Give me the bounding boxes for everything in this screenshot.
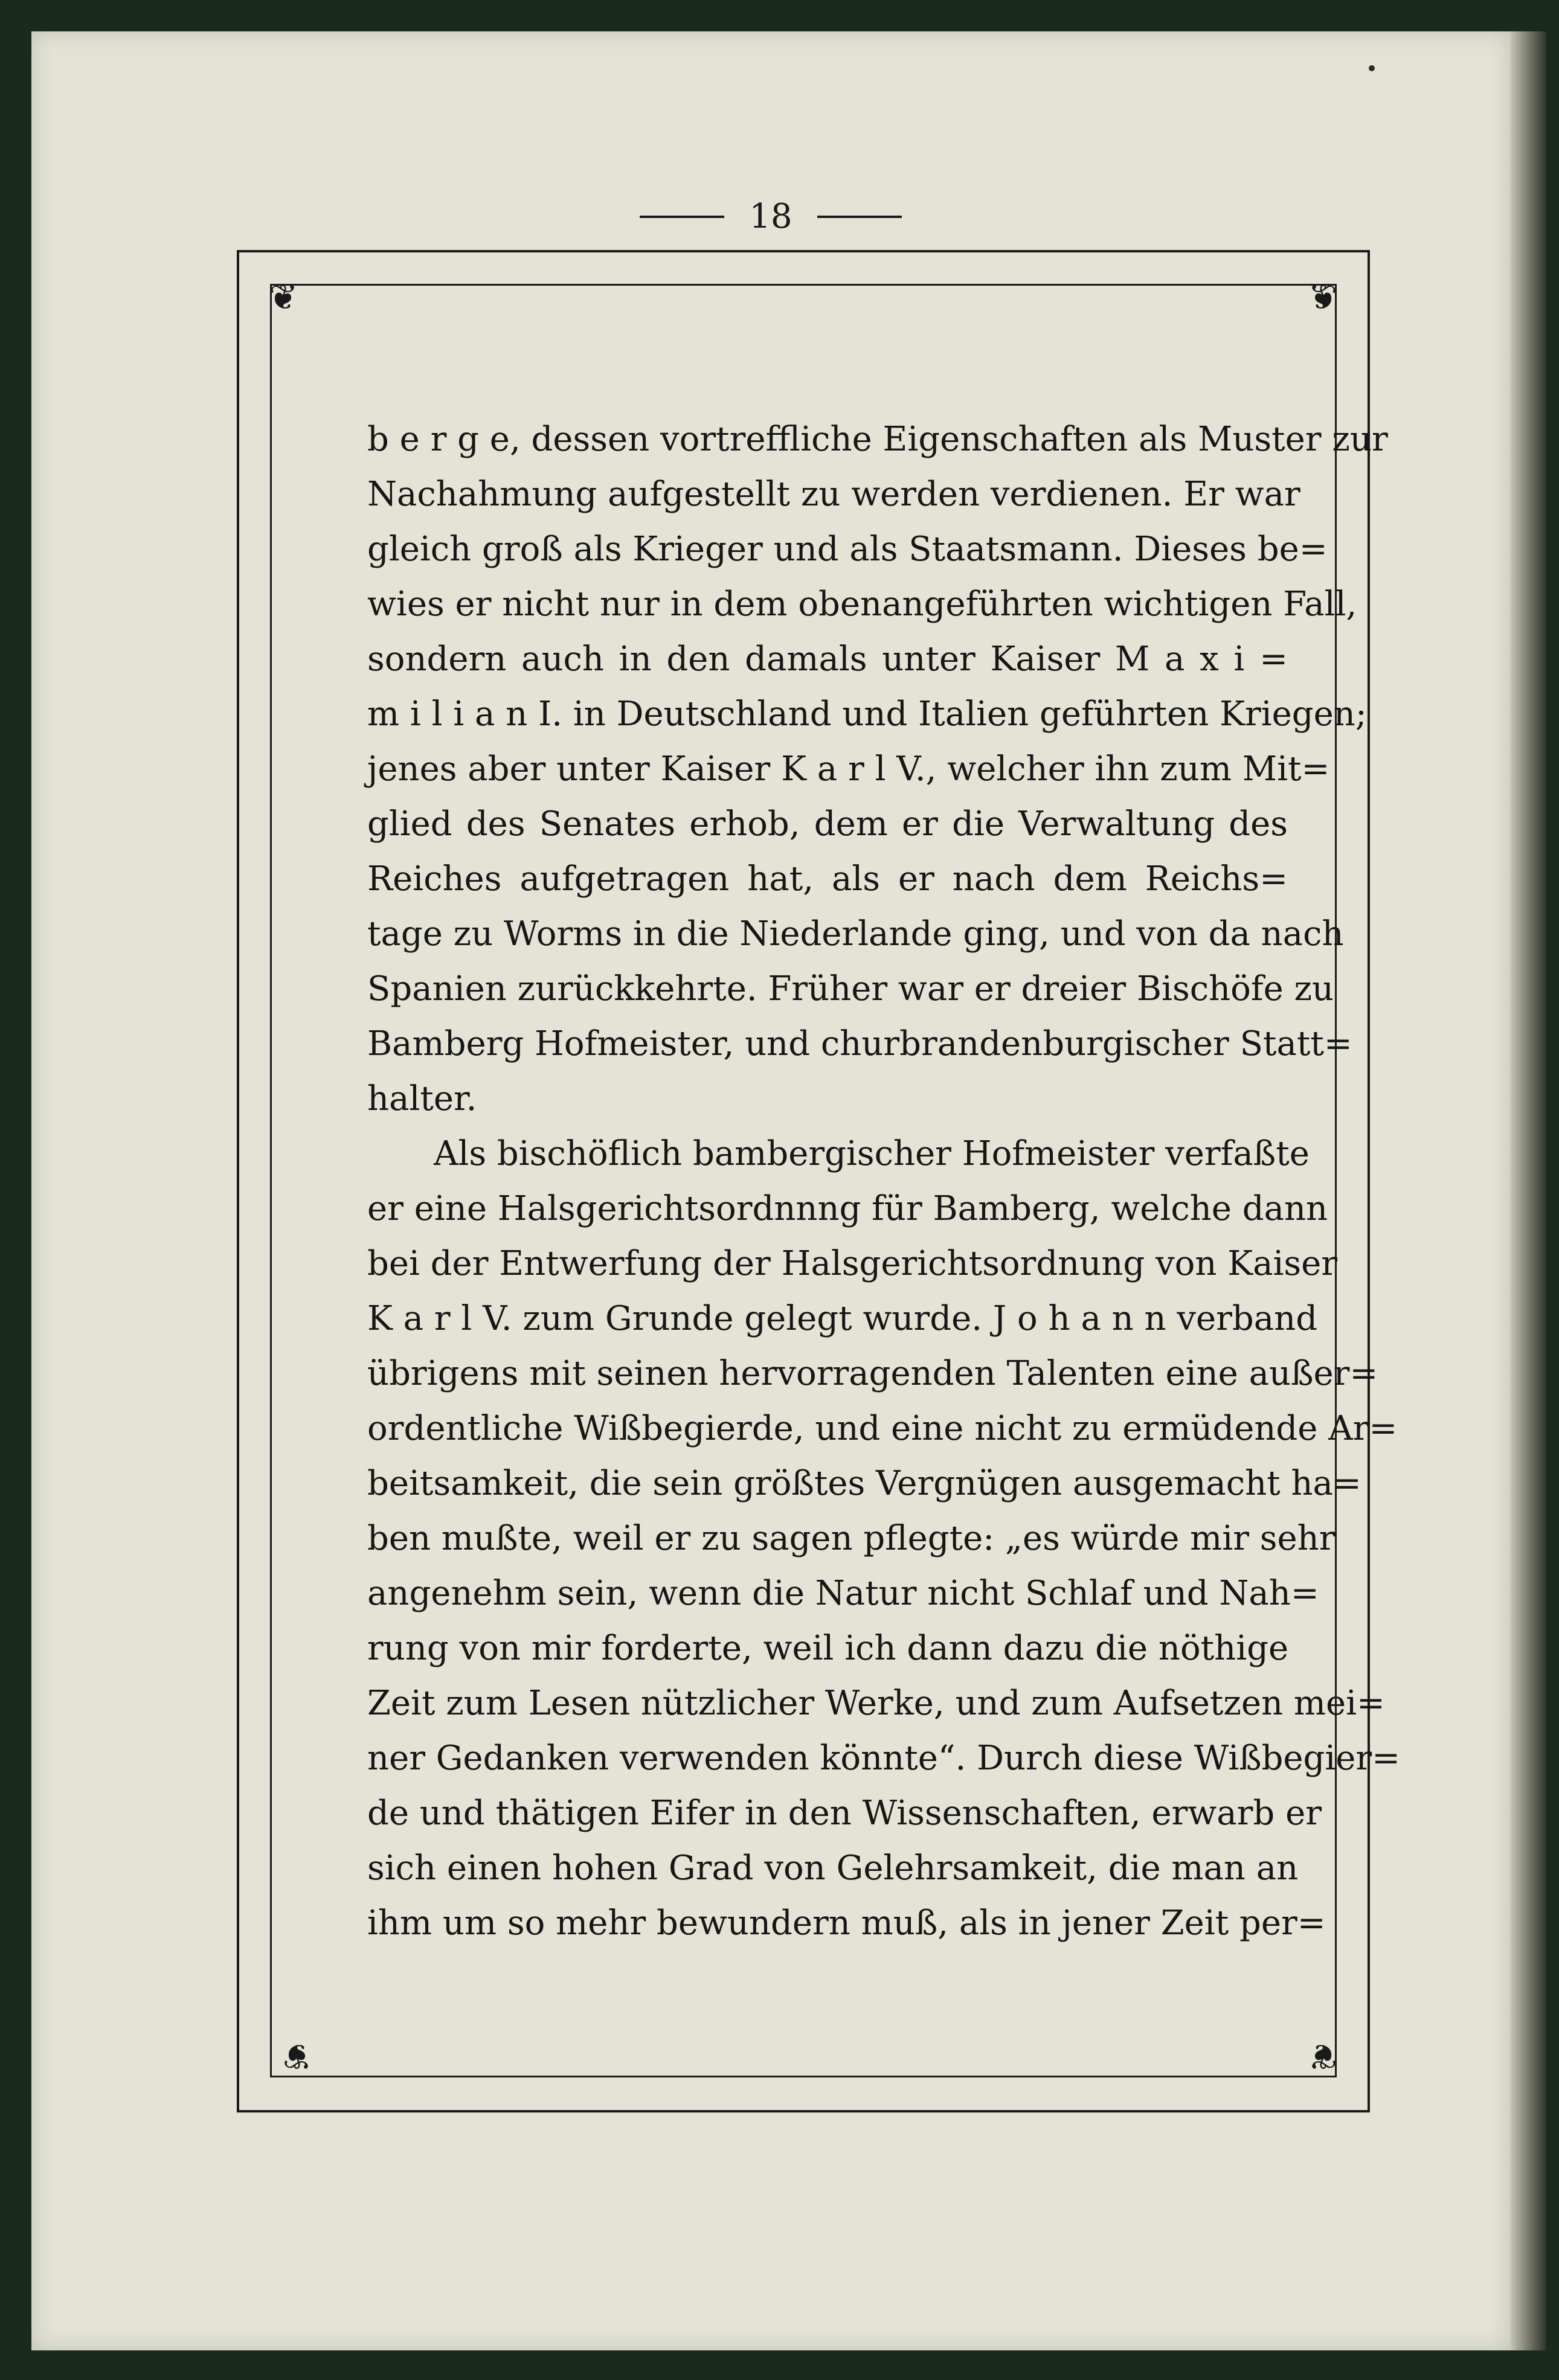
page-edge: [1510, 31, 1546, 2350]
book-page: [31, 31, 1510, 2350]
text-line: ihm um so mehr bewundern muß, als in jener Zeit per=: [367, 1904, 1326, 1943]
text-line: Bamberg Hofmeister, und churbrandenburgischer Statt=: [367, 1024, 1352, 1063]
text-line: K a r l V. zum Grunde gelegt wurde. J o h a n n verband: [367, 1299, 1318, 1338]
page-header: [31, 194, 1510, 236]
text-line: angenehm sein, wenn die Natur nicht Schlaf und Nah=: [367, 1574, 1319, 1613]
text-line: de und thätigen Eifer in den Wissenschaften, erwarb er: [367, 1794, 1322, 1833]
text-line: rung von mir forderte, weil ich dann dazu die nöthige: [367, 1629, 1289, 1668]
text-line: ben mußte, weil er zu sagen pflegte: „es würde mir sehr: [367, 1519, 1336, 1558]
page-number: 18: [749, 197, 792, 236]
corner-ornament-top-right-icon: ❦: [1308, 277, 1338, 318]
text-line: Nachahmung aufgestellt zu werden verdienen. Er war: [367, 475, 1300, 514]
text-line: Reiches aufgetragen hat, als er nach dem Reichs=: [367, 859, 1288, 899]
text-line: bei der Entwerfung der Halsgerichtsordnung von Kaiser: [367, 1244, 1338, 1283]
text-line: gleich groß als Krieger und als Staatsmann. Dieses be=: [367, 530, 1328, 569]
text-line: sich einen hohen Grad von Gelehrsamkeit, die man an: [367, 1849, 1299, 1888]
text-line: beitsamkeit, die sein größtes Vergnügen ausgemacht ha=: [367, 1464, 1361, 1503]
text-line: Spanien zurückkehrte. Früher war er dreier Bischöfe zu: [367, 969, 1334, 1009]
text-line: ner Gedanken verwenden könnte“. Durch diese Wißbegier=: [367, 1739, 1401, 1778]
text-line: tage zu Worms in die Niederlande ging, und von da nach: [367, 914, 1344, 954]
header-rule-left: [640, 216, 724, 218]
text-line: er eine Halsgerichtsordnnng für Bamberg, welche dann: [367, 1189, 1328, 1228]
text-line: m i l i a n I. in Deutschland und Italien geführten Kriegen;: [367, 694, 1367, 734]
text-line: glied des Senates erhob, dem er die Verwaltung des: [367, 804, 1288, 844]
text-line: wies er nicht nur in dem obenangeführten wichtigen Fall,: [367, 585, 1357, 624]
scan-speck: [1369, 65, 1375, 71]
text-line: sondern auch in den damals unter Kaiser M a x i =: [367, 640, 1288, 679]
text-line: Als bischöflich bambergischer Hofmeister verfaßte: [434, 1134, 1310, 1173]
corner-ornament-bottom-right-icon: ❦: [1308, 2036, 1338, 2077]
text-line: übrigens mit seinen hervorragenden Talenten eine außer=: [367, 1354, 1378, 1393]
text-line: halter.: [367, 1079, 477, 1118]
header-rule-right: [817, 216, 902, 218]
corner-ornament-bottom-left-icon: ❦: [282, 2036, 312, 2077]
text-line: Zeit zum Lesen nützlicher Werke, und zum Aufsetzen mei=: [367, 1684, 1385, 1723]
text-line: jenes aber unter Kaiser K a r l V., welcher ihn zum Mit=: [367, 749, 1330, 789]
text-line: ordentliche Wißbegierde, und eine nicht zu ermüdende Ar=: [367, 1409, 1398, 1448]
text-line: b e r g e, dessen vortreffliche Eigenschaften als Muster zur: [367, 420, 1388, 459]
body-text: [367, 412, 1401, 1951]
corner-ornament-top-left-icon: ❦: [268, 277, 298, 318]
